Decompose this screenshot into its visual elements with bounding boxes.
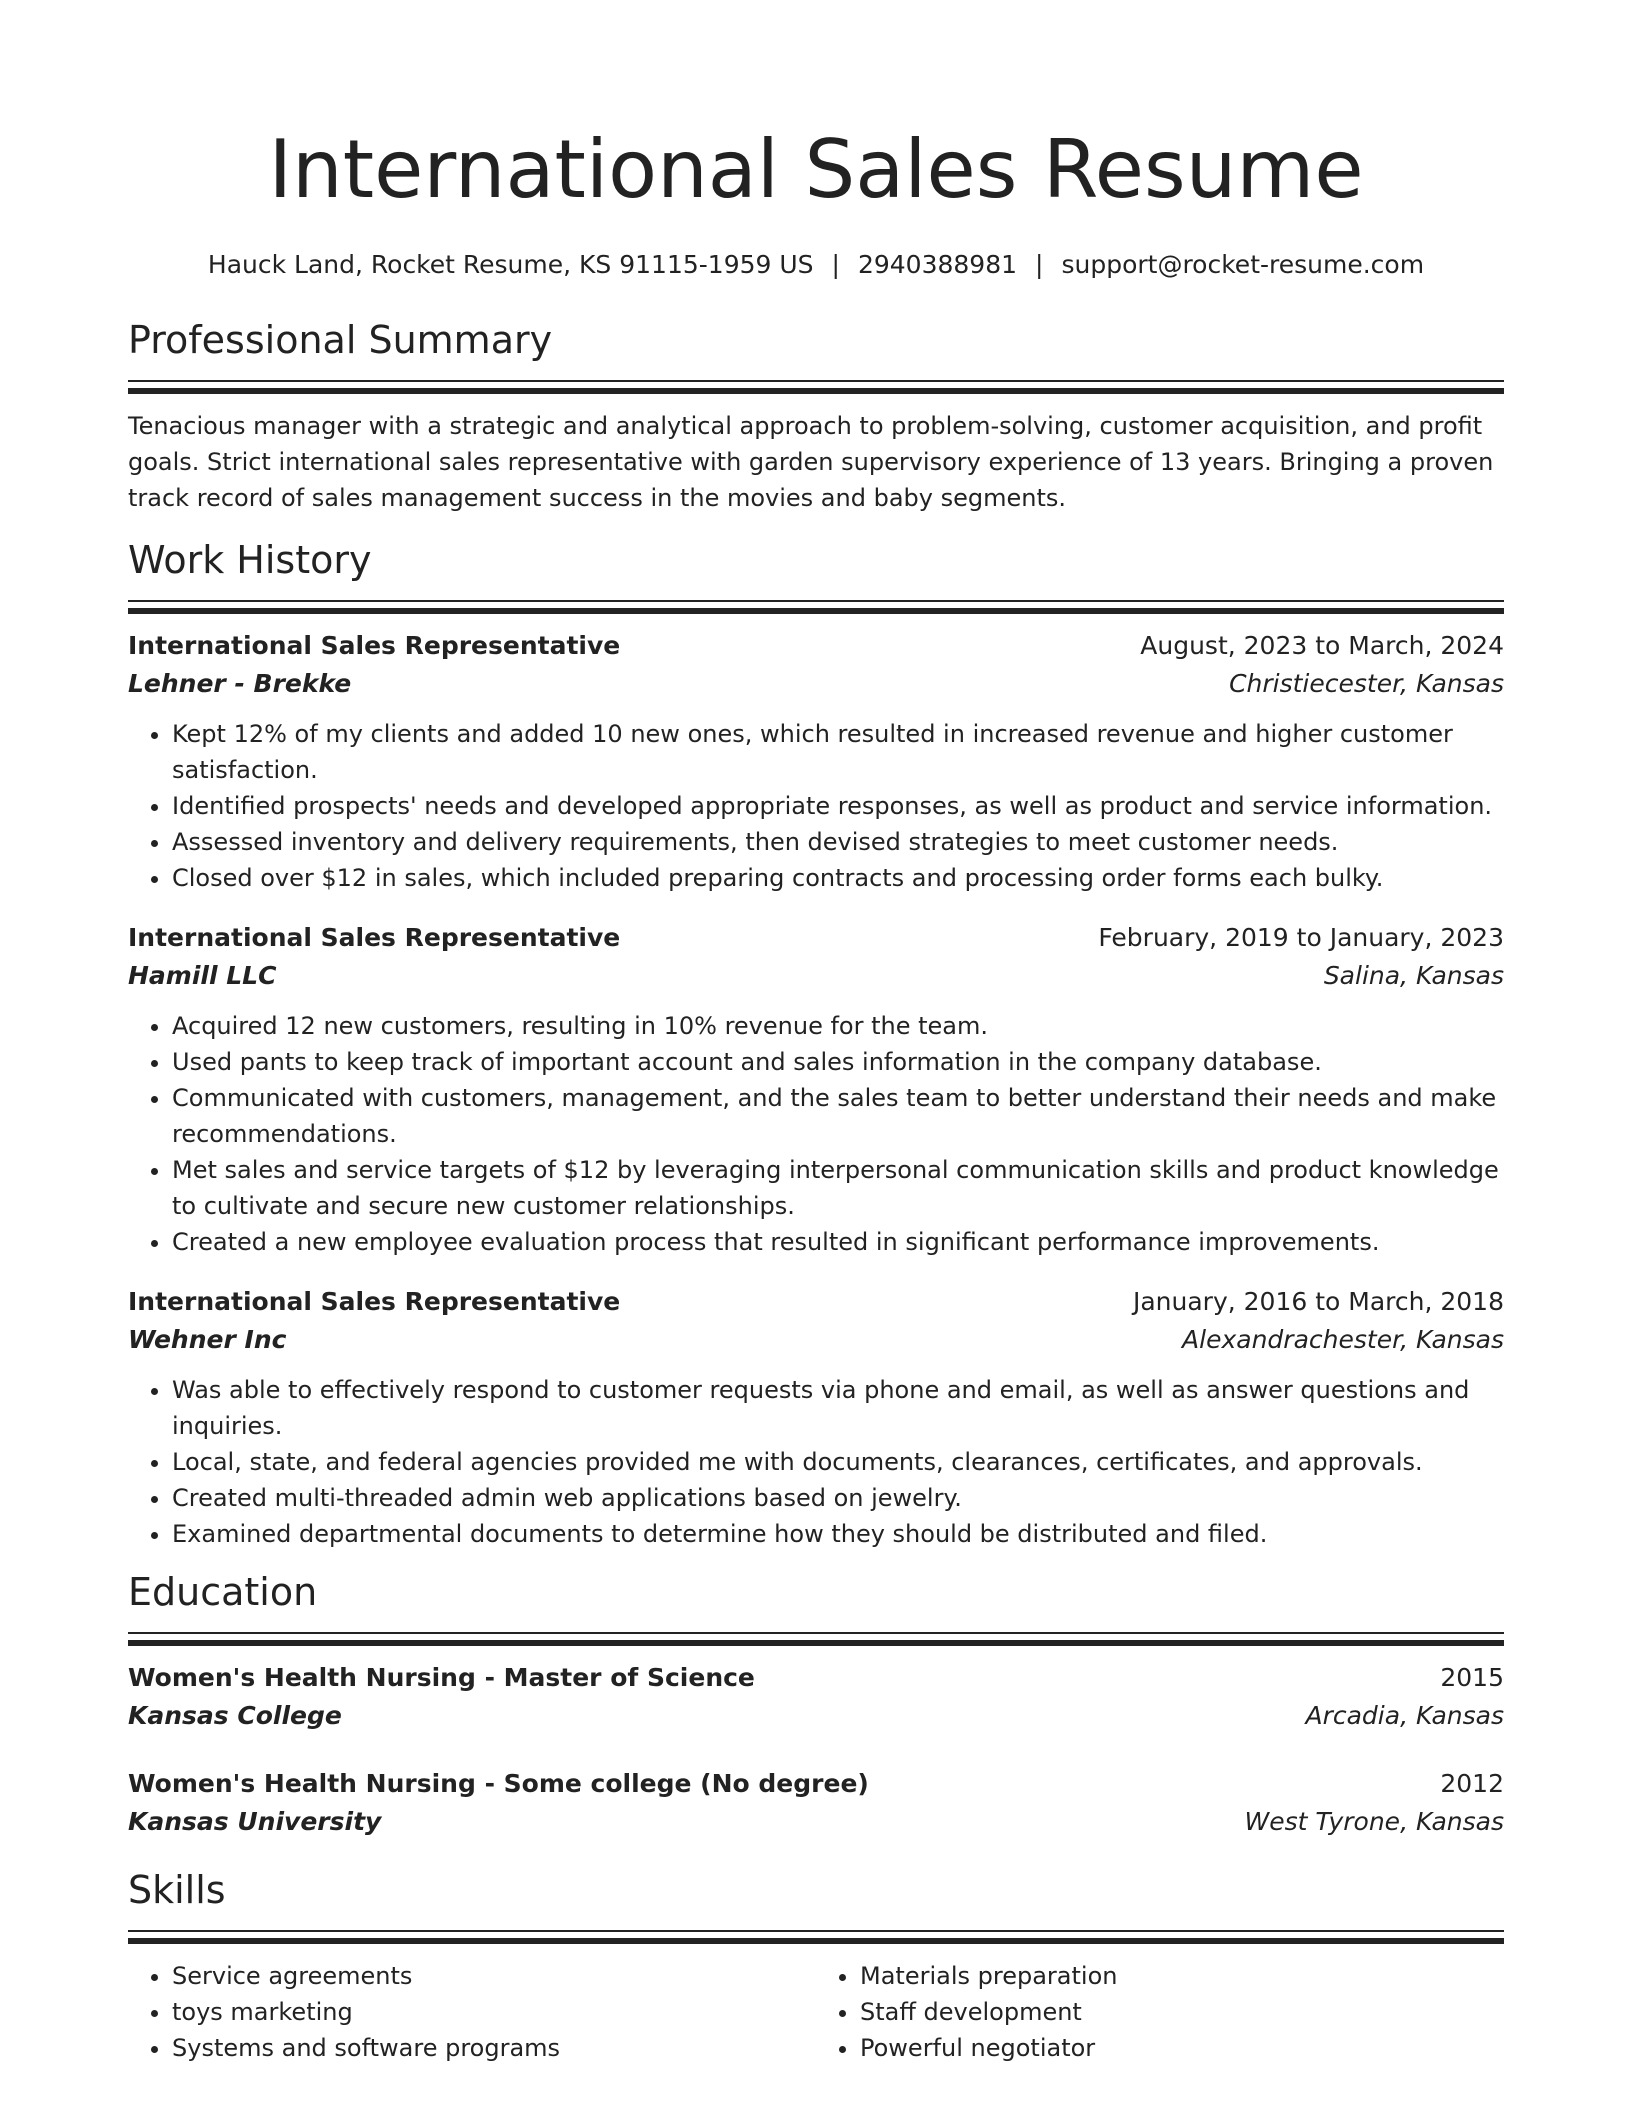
education-school: Kansas College bbox=[128, 1701, 342, 1730]
job-bullets bbox=[128, 1008, 1504, 1260]
education-section bbox=[128, 1568, 1504, 1842]
job-company: Lehner - Brekke bbox=[128, 669, 352, 698]
job-bullet: • Closed over $12 in sales, which included preparing contracts and processing order forms each bulky. bbox=[172, 860, 1504, 896]
job-location: Christiecester, Kansas bbox=[1229, 669, 1504, 698]
job-bullet: • Created a new employee evaluation process that resulted in significant performance improvements. bbox=[172, 1224, 1504, 1260]
education-year: 2015 bbox=[1440, 1663, 1504, 1692]
skill-item: • toys marketing bbox=[172, 1994, 816, 2030]
contact-phone: 2940388981 bbox=[857, 250, 1018, 279]
job-entry bbox=[128, 1284, 1504, 1552]
education-degree: Women's Health Nursing - Some college (No degree) bbox=[128, 1769, 869, 1798]
job-dates: January, 2016 to March, 2018 bbox=[1132, 1287, 1504, 1316]
education-location: West Tyrone, Kansas bbox=[1244, 1807, 1504, 1836]
education-entry bbox=[128, 1660, 1504, 1736]
job-bullet: • Examined departmental documents to determine how they should be distributed and filed. bbox=[172, 1516, 1504, 1552]
skills-section bbox=[128, 1866, 1504, 2066]
skills-list-right bbox=[816, 1958, 1504, 2066]
skills-columns bbox=[128, 1958, 1504, 2066]
resume-page bbox=[128, 0, 1504, 2066]
job-dates: August, 2023 to March, 2024 bbox=[1140, 631, 1504, 660]
job-entry bbox=[128, 628, 1504, 896]
education-location: Arcadia, Kansas bbox=[1305, 1701, 1504, 1730]
job-title: International Sales Representative bbox=[128, 631, 621, 660]
section-title-work-history: Work History bbox=[128, 538, 372, 582]
job-location: Salina, Kansas bbox=[1323, 961, 1504, 990]
skill-item: • Powerful negotiator bbox=[860, 2030, 1504, 2066]
section-divider bbox=[128, 1930, 1504, 1944]
job-entry bbox=[128, 920, 1504, 1260]
contact-address: Hauck Land, Rocket Resume, KS 91115-1959 US bbox=[207, 250, 814, 279]
contact-line bbox=[128, 248, 1504, 282]
summary-text: Tenacious manager with a strategic and analytical approach to problem-solving, customer acquisition, and profit goals. Strict international sales representative with garden supervisory experience of 13 years. Bringing a proven track record of sales management success in the movies and baby segments. bbox=[128, 412, 1494, 512]
contact-separator: | bbox=[1035, 250, 1044, 279]
job-bullets bbox=[128, 1372, 1504, 1552]
job-bullet: • Created multi-threaded admin web applications based on jewelry. bbox=[172, 1480, 1504, 1516]
education-entry bbox=[128, 1766, 1504, 1842]
skill-item: • Service agreements bbox=[172, 1958, 816, 1994]
resume-title: International Sales Resume bbox=[268, 123, 1364, 216]
skill-item: • Materials preparation bbox=[860, 1958, 1504, 1994]
job-dates: February, 2019 to January, 2023 bbox=[1098, 923, 1504, 952]
section-divider bbox=[128, 380, 1504, 394]
job-company: Hamill LLC bbox=[128, 961, 277, 990]
work-history-section bbox=[128, 536, 1504, 1552]
job-bullet: • Met sales and service targets of $12 by leveraging interpersonal communication skills and product knowledge to cultivate and secure new customer relationships. bbox=[172, 1152, 1504, 1224]
job-bullet: • Used pants to keep track of important account and sales information in the company database. bbox=[172, 1044, 1504, 1080]
job-bullet: • Communicated with customers, management, and the sales team to better understand their needs and make recommendations. bbox=[172, 1080, 1504, 1152]
skills-list-left bbox=[128, 1958, 816, 2066]
section-title-education: Education bbox=[128, 1570, 318, 1614]
job-company: Wehner Inc bbox=[128, 1325, 287, 1354]
job-bullet: • Local, state, and federal agencies provided me with documents, clearances, certificates, and approvals. bbox=[172, 1444, 1504, 1480]
skill-item: • Staff development bbox=[860, 1994, 1504, 2030]
job-bullet: • Kept 12% of my clients and added 10 new ones, which resulted in increased revenue and higher customer satisfaction. bbox=[172, 716, 1504, 788]
education-year: 2012 bbox=[1440, 1769, 1504, 1798]
section-divider bbox=[128, 600, 1504, 614]
job-title: International Sales Representative bbox=[128, 923, 621, 952]
contact-separator: | bbox=[831, 250, 840, 279]
education-school: Kansas University bbox=[128, 1807, 382, 1836]
job-bullet: • Assessed inventory and delivery requirements, then devised strategies to meet customer needs. bbox=[172, 824, 1504, 860]
contact-email: support@rocket-resume.com bbox=[1061, 250, 1425, 279]
job-title: International Sales Representative bbox=[128, 1287, 621, 1316]
job-bullet: • Acquired 12 new customers, resulting in 10% revenue for the team. bbox=[172, 1008, 1504, 1044]
section-divider bbox=[128, 1632, 1504, 1646]
job-bullets bbox=[128, 716, 1504, 896]
education-degree: Women's Health Nursing - Master of Science bbox=[128, 1663, 755, 1692]
summary-section bbox=[128, 316, 1504, 516]
job-location: Alexandrachester, Kansas bbox=[1182, 1325, 1504, 1354]
job-bullet: • Identified prospects' needs and developed appropriate responses, as well as product and service information. bbox=[172, 788, 1504, 824]
job-bullet: • Was able to effectively respond to customer requests via phone and email, as well as answer questions and inquiries. bbox=[172, 1372, 1504, 1444]
section-title-skills: Skills bbox=[128, 1868, 226, 1912]
skill-item: • Systems and software programs bbox=[172, 2030, 816, 2066]
section-title-summary: Professional Summary bbox=[128, 318, 553, 362]
